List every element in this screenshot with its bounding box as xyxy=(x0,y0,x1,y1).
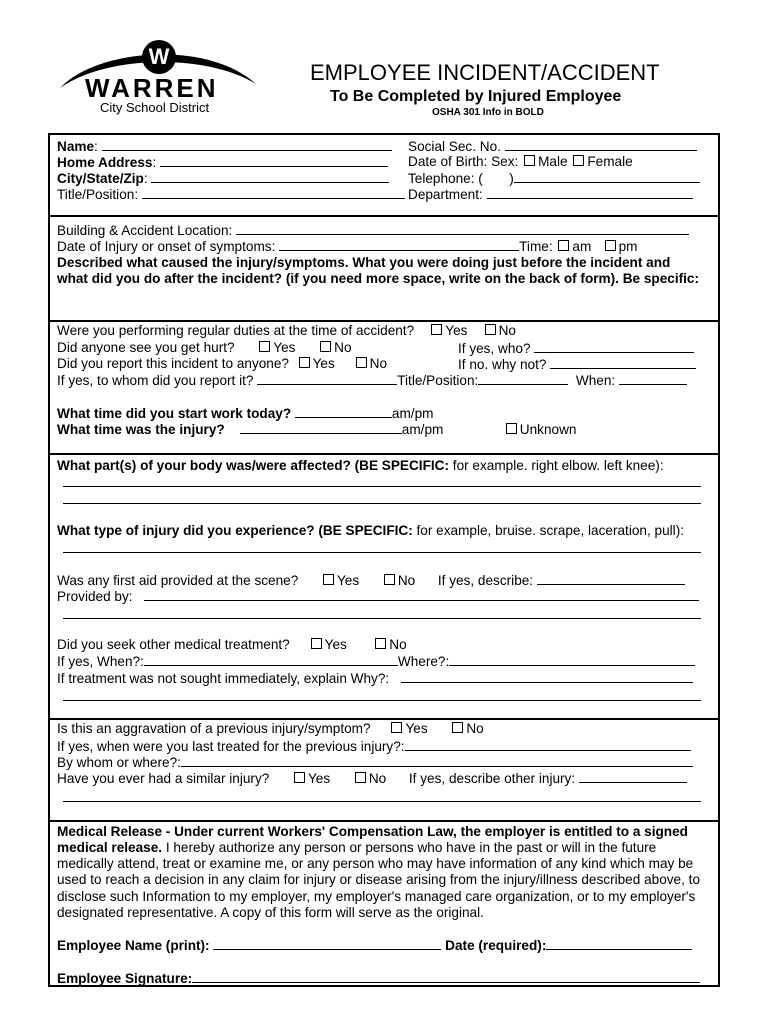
similar-yes-checkbox[interactable] xyxy=(294,772,305,783)
aid-row: Was any first aid provided at the scene? Yes No If yes, describe: xyxy=(57,572,685,589)
injury-time-row: What time was the injury? am/pm Unknown xyxy=(57,422,577,437)
name-field[interactable] xyxy=(102,138,392,151)
page-subtitle: To Be Completed by Injured Employee xyxy=(330,88,622,105)
when-field[interactable] xyxy=(619,372,687,385)
regular-yes-checkbox[interactable] xyxy=(431,324,442,335)
whom-field[interactable] xyxy=(257,372,397,385)
tel-row: Telephone: ( ) xyxy=(408,170,700,187)
whom-position-field[interactable] xyxy=(478,372,568,385)
male-checkbox[interactable] xyxy=(524,155,535,166)
when-where-row: If yes, When?: Where?: xyxy=(57,653,695,670)
see-row: Did anyone see you get hurt? Yes No xyxy=(57,340,352,355)
explain-line-2[interactable] xyxy=(63,700,701,701)
date-required-field[interactable] xyxy=(546,937,692,950)
start-time-field[interactable] xyxy=(295,405,392,418)
home-address-field[interactable] xyxy=(160,154,388,167)
city-row: City/State/Zip: xyxy=(57,170,389,187)
report-no-checkbox[interactable] xyxy=(356,357,367,368)
start-row: What time did you start work today? am/pm xyxy=(57,406,434,421)
regular-no-checkbox[interactable] xyxy=(485,324,496,335)
similar-no-checkbox[interactable] xyxy=(355,772,366,783)
whom-row: If yes, to whom did you report it? Title/Position: When: xyxy=(57,372,687,389)
medical-where-field[interactable] xyxy=(449,653,695,666)
desc-line-2: what did you do after the incident? (if you need more space, write on the back of form). Be specific: xyxy=(57,271,700,286)
release-line-4: used to reach a decision in any claim for injury or disease arising from the injury/illness described above, to xyxy=(57,872,701,887)
aggravation-yes-checkbox[interactable] xyxy=(391,722,402,733)
who-row: If yes, who? xyxy=(458,340,694,357)
aggravation-no-checkbox[interactable] xyxy=(452,722,463,733)
pm-checkbox[interactable] xyxy=(605,240,616,251)
building-row: Building & Accident Location: xyxy=(57,222,689,239)
medical-no-checkbox[interactable] xyxy=(375,638,386,649)
why-row: If no. why not? xyxy=(458,356,696,373)
why-not-field[interactable] xyxy=(550,356,696,369)
release-line-2: medical release. I hereby authorize any person or persons who have in the past or will in the future xyxy=(57,840,657,855)
by-whom-field[interactable] xyxy=(181,754,693,767)
dob-row: Date of Birth: Sex: Male Female xyxy=(408,154,633,169)
title-field[interactable] xyxy=(142,186,405,199)
aggravation-row: Is this an aggravation of a previous injury/symptom? Yes No xyxy=(57,721,484,736)
aid-yes-checkbox[interactable] xyxy=(323,574,334,585)
dept-row: Department: xyxy=(408,186,693,203)
regular-row: Were you performing regular duties at the time of accident? Yes No xyxy=(57,323,516,338)
logo-sub: City School District xyxy=(100,100,210,115)
medical-yes-checkbox[interactable] xyxy=(311,638,322,649)
who-field[interactable] xyxy=(534,340,694,353)
injury-type-line[interactable] xyxy=(63,552,701,553)
similar-row: Have you ever had a similar injury? Yes No If yes, describe other injury: xyxy=(57,770,687,787)
unknown-checkbox[interactable] xyxy=(506,423,517,434)
medical-row: Did you seek other medical treatment? Yes No xyxy=(57,637,407,652)
body-part-line-1[interactable] xyxy=(63,486,701,487)
explain-field[interactable] xyxy=(401,670,693,683)
telephone-field[interactable] xyxy=(514,170,700,183)
release-line-1: Medical Release - Under current Workers' Compensation Law, the employer is entitled to a signed xyxy=(57,824,688,839)
see-no-checkbox[interactable] xyxy=(320,341,331,352)
employee-name-row: Employee Name (print): Date (required): xyxy=(57,937,692,954)
desc-line-1: Described what caused the injury/symptoms. What you were doing just before the incident and xyxy=(57,255,671,270)
last-treated-row: If yes, when were you last treated for the previous injury?: xyxy=(57,738,691,755)
aid-no-checkbox[interactable] xyxy=(384,574,395,585)
title-row: Title/Position: xyxy=(57,186,405,203)
page-title: EMPLOYEE INCIDENT/ACCIDENT xyxy=(310,60,660,85)
injury-type-row: What type of injury did you experience? (BE SPECIFIC: for example, bruise. scrape, laceration, pull): xyxy=(57,523,684,538)
employee-name-field[interactable] xyxy=(213,937,441,950)
date-of-injury-field[interactable] xyxy=(279,238,519,251)
city-field[interactable] xyxy=(151,170,389,183)
signature-row: Employee Signature: xyxy=(57,970,700,987)
name-row: Name: xyxy=(57,138,392,155)
female-checkbox[interactable] xyxy=(573,155,584,166)
explain-row: If treatment was not sought immediately, explain Why?: xyxy=(57,670,693,687)
home-row: Home Address: xyxy=(57,154,388,171)
injury-time-field[interactable] xyxy=(240,421,402,434)
provided-by-field[interactable] xyxy=(144,588,699,601)
provided-line-2[interactable] xyxy=(63,618,701,619)
release-line-3: medically attend, treat or examine me, or any person who may have information of any kind which may be xyxy=(57,856,694,871)
department-field[interactable] xyxy=(487,186,693,199)
employee-signature-field[interactable] xyxy=(192,970,700,983)
see-yes-checkbox[interactable] xyxy=(259,341,270,352)
body-part-line-2[interactable] xyxy=(63,503,701,504)
building-field[interactable] xyxy=(236,222,689,235)
similar-describe-field[interactable] xyxy=(579,770,687,783)
am-checkbox[interactable] xyxy=(558,240,569,251)
release-line-6: designated representative. A copy of this form will serve as the original. xyxy=(57,905,484,920)
provided-row: Provided by: xyxy=(57,588,699,605)
similar-line-2[interactable] xyxy=(63,801,701,802)
by-whom-row: By whom or where?: xyxy=(57,754,693,771)
date-row: Date of Injury or onset of symptoms: Time: am pm xyxy=(57,239,638,254)
osha-note: OSHA 301 Info in BOLD xyxy=(432,107,544,118)
last-treated-field[interactable] xyxy=(405,738,691,751)
medical-when-field[interactable] xyxy=(144,653,398,666)
aid-describe-field[interactable] xyxy=(537,572,685,585)
logo-w-icon: W xyxy=(142,40,176,74)
report-row: Did you report this incident to anyone? Yes No xyxy=(57,356,388,371)
release-line-5: disclose such Information to my employer, my employer's managed care organization, or to my employer's xyxy=(57,889,696,904)
ssn-row: Social Sec. No. xyxy=(408,138,697,155)
body-part-row: What part(s) of your body was/were affected? (BE SPECIFIC: for example. right elbow. left knee): xyxy=(57,458,664,473)
logo-name: WARREN xyxy=(85,73,219,103)
report-yes-checkbox[interactable] xyxy=(299,357,310,368)
ssn-field[interactable] xyxy=(505,138,697,151)
